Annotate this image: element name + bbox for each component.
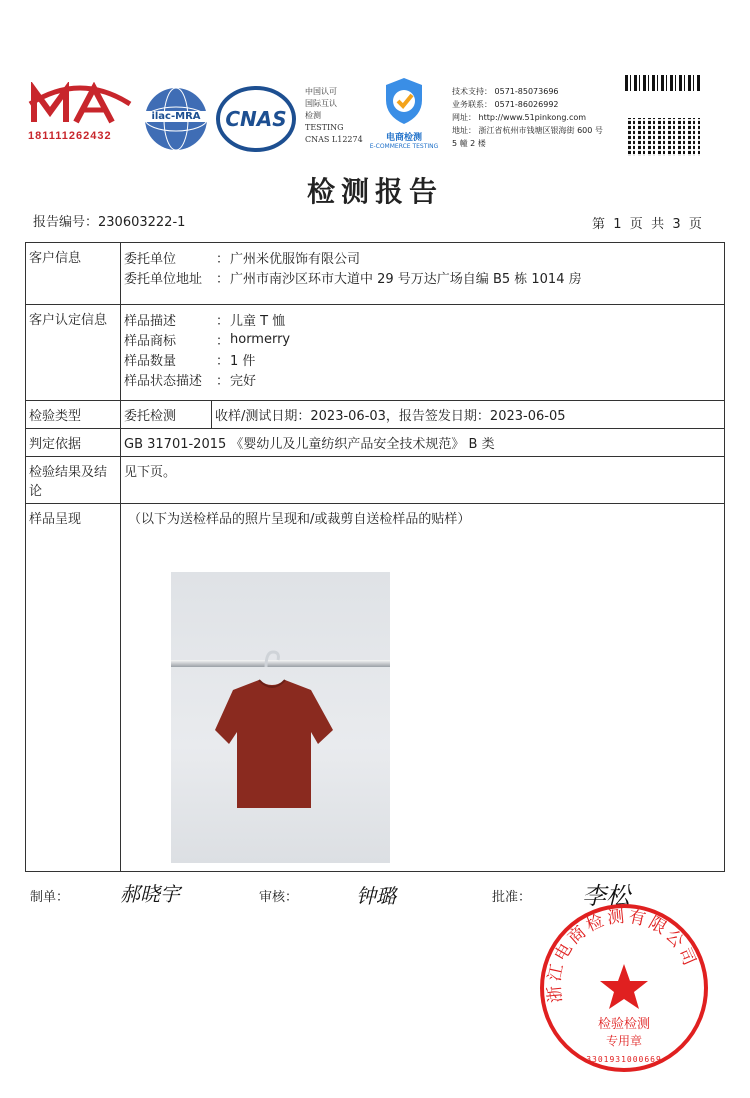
field-value: 完好 <box>230 373 257 389</box>
cma-emblem-icon <box>28 82 132 126</box>
seal-center-text: 检验检测 <box>597 1017 651 1032</box>
approver-signature: 李松 <box>582 882 630 910</box>
seal-sub-text: 专用章 <box>605 1034 643 1048</box>
field-key: 样品状态描述 <box>124 373 203 389</box>
ilac-logo <box>143 86 209 152</box>
official-seal <box>538 902 710 1074</box>
table-row <box>26 429 725 457</box>
field-value: hormerry <box>230 331 291 347</box>
page-indicator: 第 1 页 共 3 页 <box>592 217 702 232</box>
cert-line: 中国认可 <box>305 87 337 96</box>
sample-photo <box>171 572 390 863</box>
contact-line: 网址： http://www.51pinkong.com <box>452 113 587 122</box>
ecommerce-logo <box>368 76 440 152</box>
field-key: 样品数量 <box>124 353 177 369</box>
table-row <box>26 305 725 401</box>
seal-ring-text: 浙江电商检测有限公司 <box>544 906 701 1004</box>
approver-label: 批准： <box>492 890 532 905</box>
row-label: 样品呈现 <box>26 504 121 872</box>
judgement-basis: GB 31701-2015 《婴幼儿及儿童纺织产品安全技术规范》 B 类 <box>121 429 725 457</box>
reviewer-label: 审核： <box>259 890 299 905</box>
qr-code-icon[interactable] <box>628 118 700 156</box>
field-line <box>124 329 721 349</box>
cma-number: 181111262432 <box>28 130 112 142</box>
seal-number: 3301931000669 <box>586 1055 662 1064</box>
field-value: 儿童 T 恤 <box>230 313 286 329</box>
cnas-logo <box>216 86 296 152</box>
cert-lines <box>305 86 375 146</box>
maker-signature: 郝晓宇 <box>120 882 180 906</box>
field-colon: ： <box>216 373 230 389</box>
field-key: 委托单位地址 <box>124 271 203 287</box>
row-content <box>121 305 725 401</box>
contact-line: 业务联系： 0571-86026992 <box>452 100 559 109</box>
report-title: 检测报告 <box>306 175 443 208</box>
field-key: 样品商标 <box>124 333 177 349</box>
row-label: 客户认定信息 <box>26 305 121 401</box>
contact-line: 地址： 浙江省杭州市钱塘区银海街 600 号 <box>452 126 603 135</box>
shield-check-icon <box>382 76 426 126</box>
field-colon: ： <box>216 271 230 287</box>
photo-caption: （以下为送检样品的照片呈现和/或裁剪自送检样品的贴样） <box>128 512 471 527</box>
field-value: 广州米优服饰有限公司 <box>230 251 361 267</box>
field-value: 1 件 <box>230 353 256 369</box>
table-row <box>26 457 725 504</box>
cert-line: 国际互认 <box>305 99 337 108</box>
row-label: 判定依据 <box>26 429 121 457</box>
reviewer-signature: 钟璐 <box>356 884 396 908</box>
seal-star-icon <box>600 964 648 1009</box>
field-line <box>124 309 721 329</box>
report-number: 报告编号：230603222-1 <box>33 215 186 230</box>
cert-line: CNAS L12274 <box>305 135 363 144</box>
contact-block <box>452 85 612 150</box>
field-colon: ： <box>216 353 230 369</box>
cert-line: TESTING <box>305 123 344 132</box>
cma-logo <box>28 82 132 148</box>
inspection-type-key: 委托检测 <box>121 401 212 429</box>
conclusion-value: 见下页。 <box>121 457 725 504</box>
ecommerce-label-en: E-COMMERCE TESTING <box>369 143 439 150</box>
field-key: 委托单位 <box>124 251 177 267</box>
contact-line: 技术支持： 0571-85073696 <box>452 87 559 96</box>
ecommerce-label-cn: 电商检测 <box>385 133 422 143</box>
table-row <box>26 243 725 305</box>
field-line <box>124 247 721 267</box>
field-line <box>124 369 721 389</box>
cert-line: 检测 <box>305 111 321 120</box>
field-key: 样品描述 <box>124 313 177 329</box>
maker-label: 制单： <box>30 890 70 905</box>
field-line <box>124 267 721 287</box>
row-label: 检验类型 <box>26 401 121 429</box>
cnas-label: CNAS <box>225 107 287 131</box>
ilac-label: ilac-MRA <box>145 111 207 122</box>
field-colon: ： <box>216 251 230 267</box>
t-shirt-icon <box>171 572 390 863</box>
inspection-dates: 收样/测试日期：2023-06-03，报告签发日期：2023-06-05 <box>212 401 725 429</box>
field-value: 广州市南沙区环市大道中 29 号万达广场自编 B5 栋 1014 房 <box>230 271 582 287</box>
field-colon: ： <box>216 313 230 329</box>
row-content <box>121 243 725 305</box>
table-row <box>26 401 725 429</box>
row-label: 检验结果及结论 <box>26 457 121 504</box>
contact-line: 5 幢 2 楼 <box>452 139 486 148</box>
row-label: 客户信息 <box>26 243 121 305</box>
qr-code-icon[interactable] <box>625 75 701 91</box>
field-colon: ： <box>216 333 230 349</box>
field-line <box>124 349 721 369</box>
